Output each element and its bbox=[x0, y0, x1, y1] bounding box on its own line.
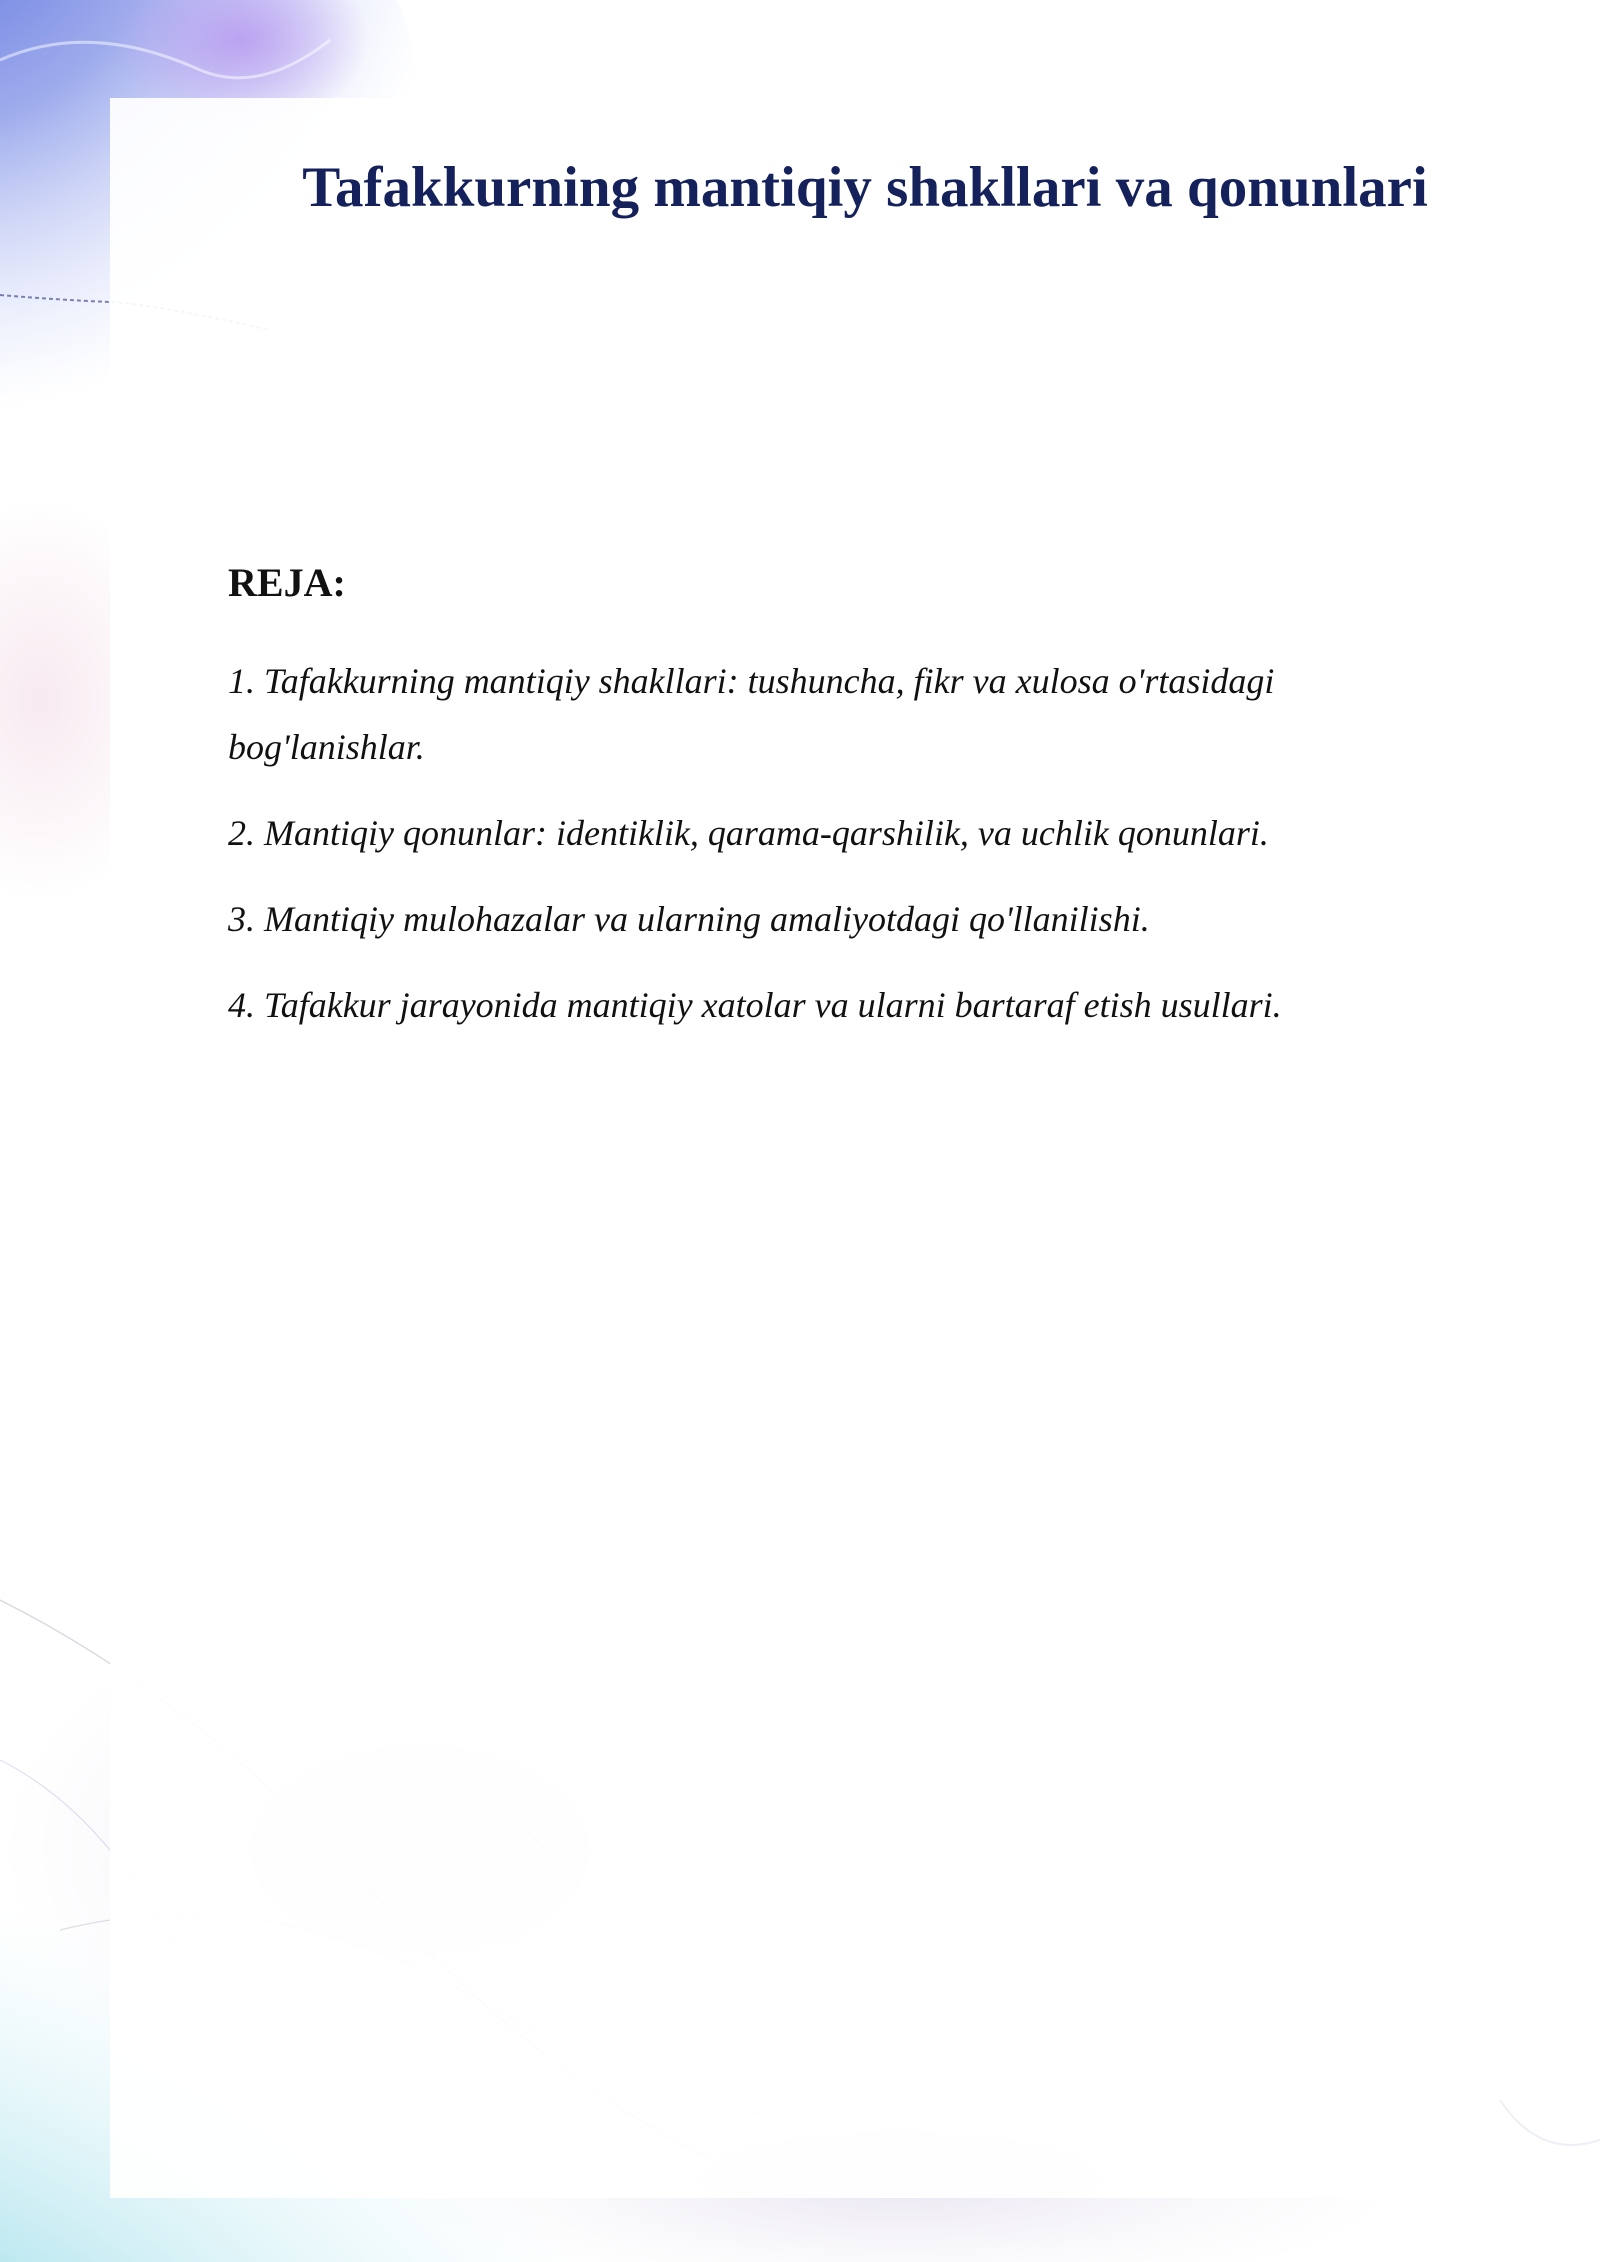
plan-item-4: 4. Tafakkur jarayonida mantiqiy xatolar va ularni bartaraf etish usullari. bbox=[228, 985, 1282, 1025]
document-page bbox=[110, 98, 1480, 2198]
plan-item-2: 2. Mantiqiy qonunlar: identiklik, qarama-qarshilik, va uchlik qonunlari. bbox=[228, 813, 1269, 853]
plan-item-3: 3. Mantiqiy mulohazalar va ularning amaliyotdagi qo'llanilishi. bbox=[228, 899, 1150, 939]
document-title: Tafakkurning mantiqiy shakllari va qonunlari bbox=[302, 156, 1428, 219]
plan-item-1: 1. Tafakkurning mantiqiy shakllari: tushuncha, fikr va xulosa o'rtasidagi bog'lanishlar. bbox=[228, 661, 1275, 767]
plan-list bbox=[228, 648, 1368, 1058]
plan-heading: REJA: bbox=[228, 560, 346, 605]
